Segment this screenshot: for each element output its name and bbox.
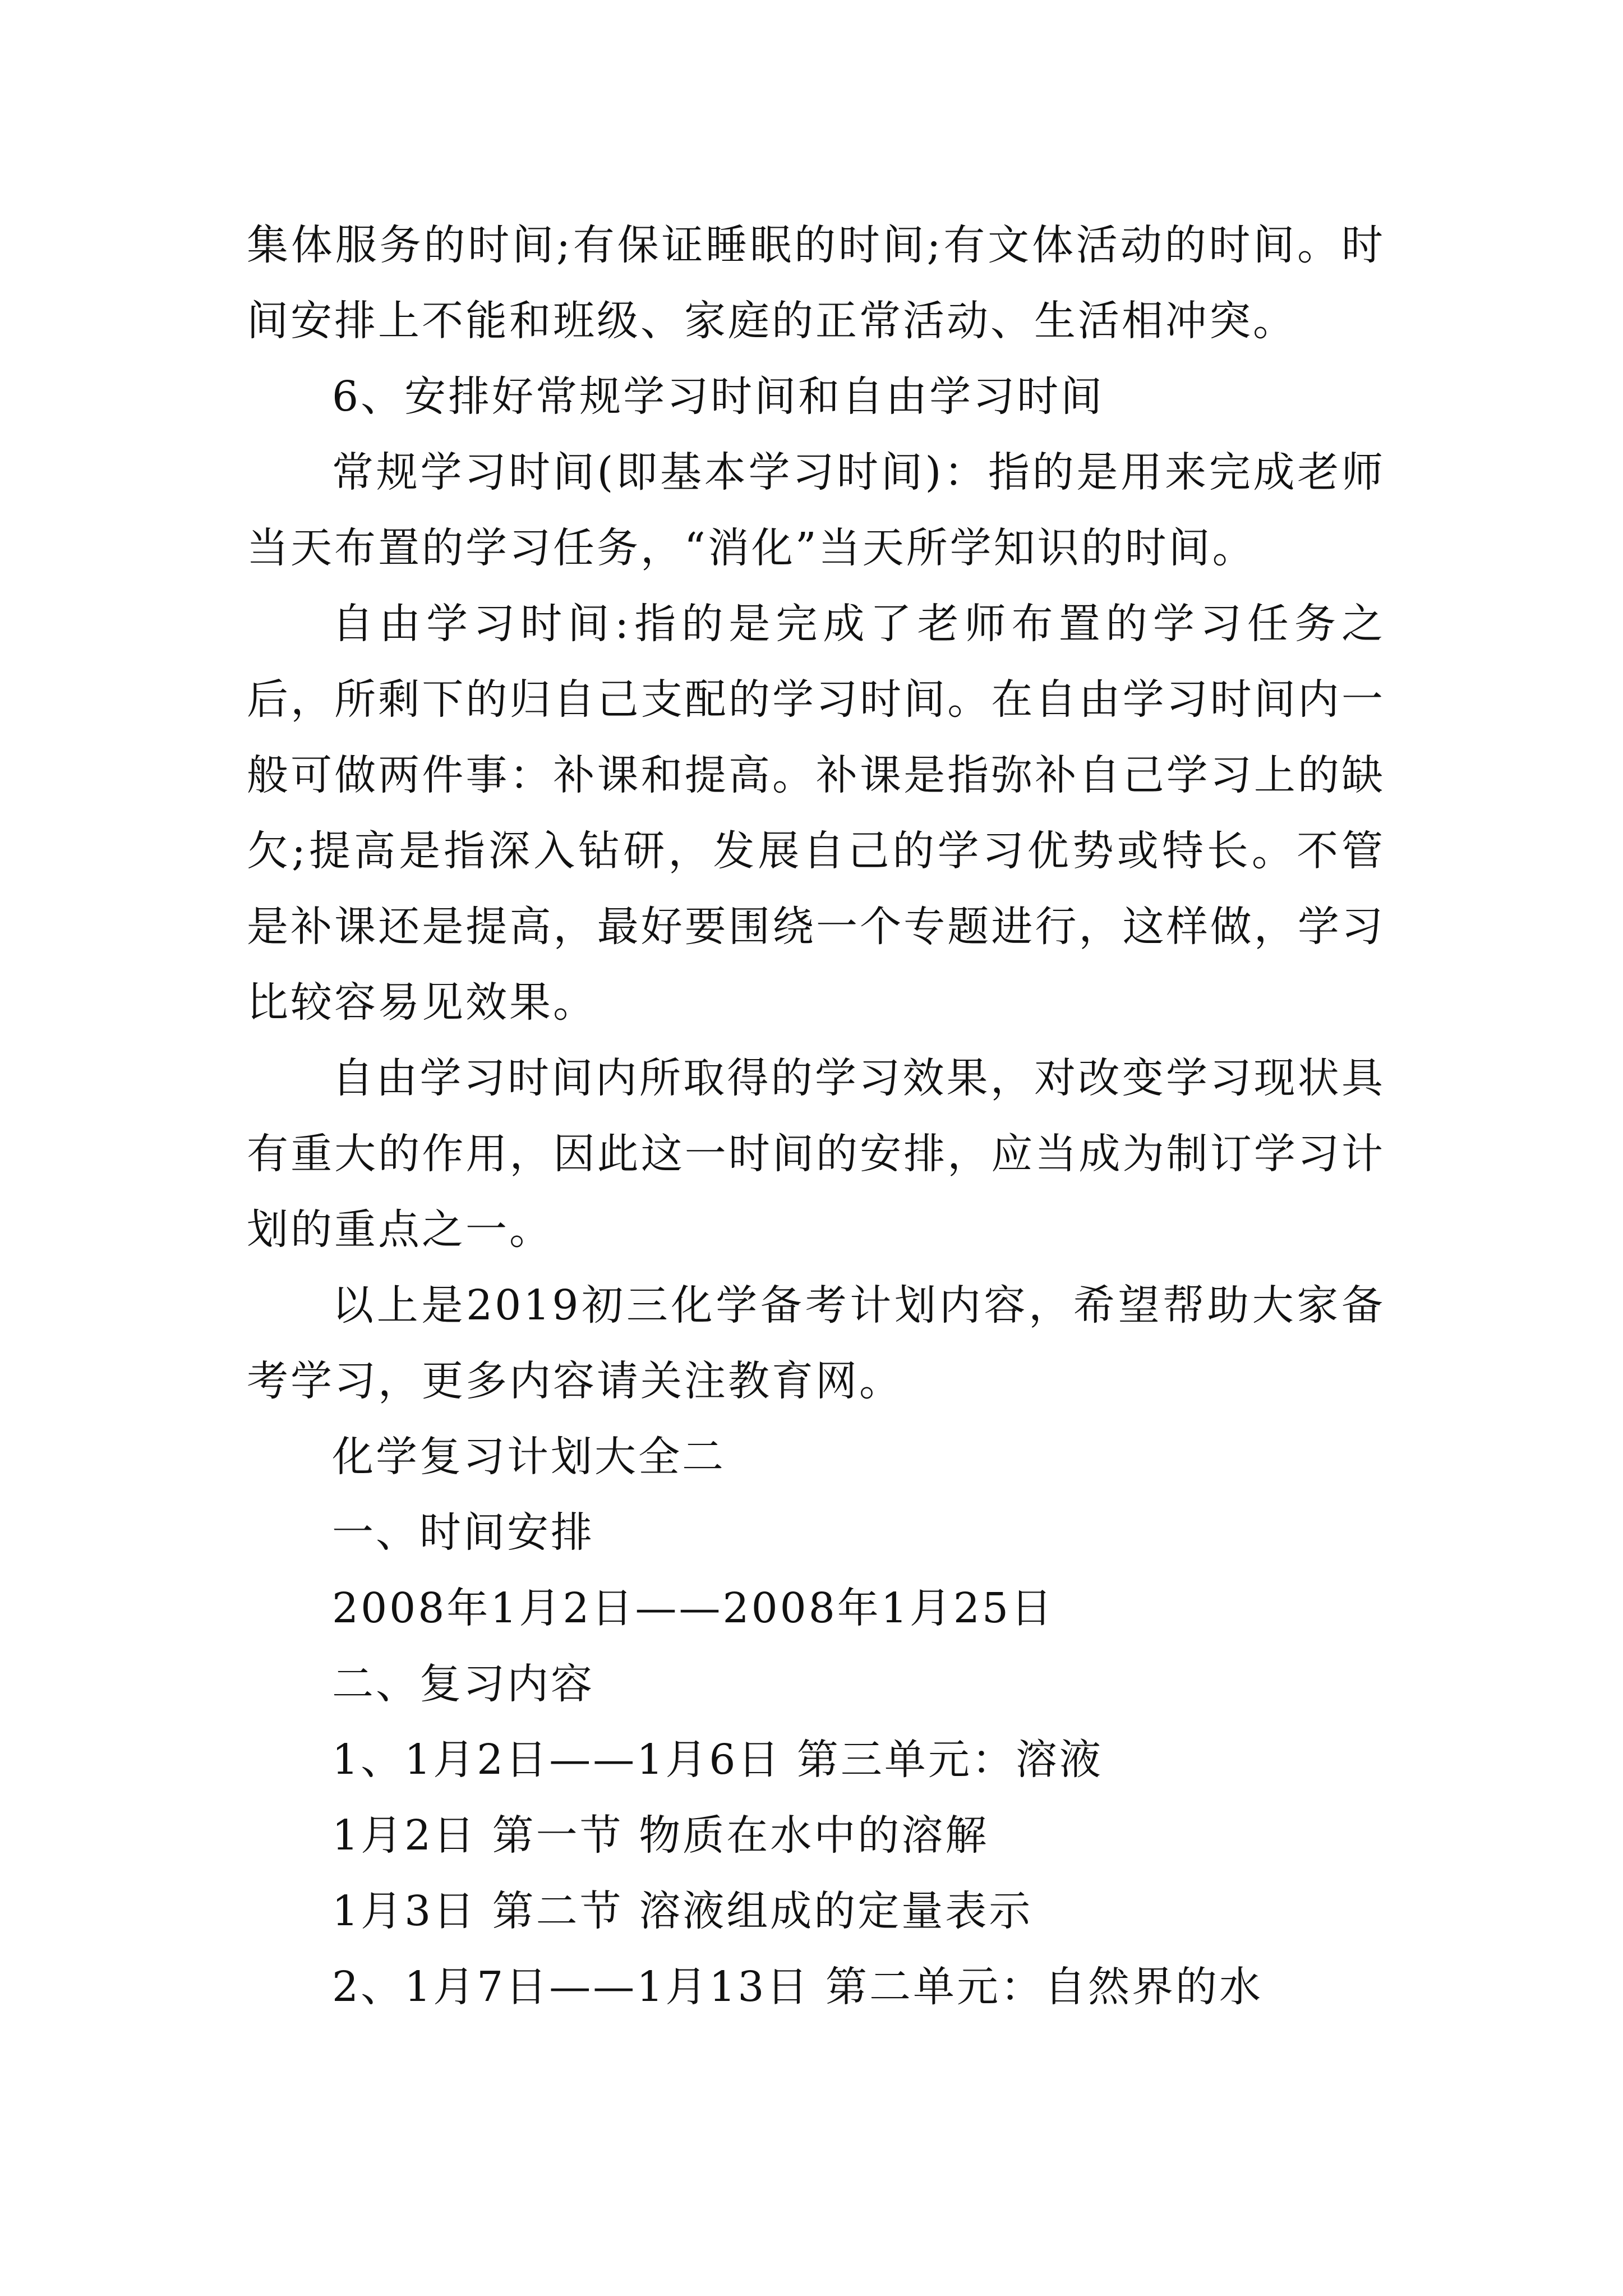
schedule-item-2: 2、1月7日——1月13日 第二单元：自然界的水 (332, 1963, 1264, 2011)
heading-time-arrangement: 一、时间安排 (332, 1508, 594, 1557)
paragraph-free-study-time: 自由学习时间:指的是完成了老师布置的学习任务之后，所剩下的归自己支配的学习时间。在自由学习时间内一般可做两件事：补课和提高。补课是指弥补自己学习上的缺欠;提高是指深入钻研，发展自己的学习优势或特长。不管是补课还是提高，最好要围绕一个专题进行，这样做，学习比较容易见效果。 (247, 600, 1385, 1027)
schedule-subitem-jan2: 1月2日 第一节 物质在水中的溶解 (332, 1811, 989, 1860)
section-heading-6: 6、安排好常规学习时间和自由学习时间 (332, 372, 1105, 421)
schedule-subitem-jan3: 1月3日 第二节 溶液组成的定量表示 (332, 1887, 1033, 1935)
date-range: 2008年1月2日——2008年1月25日 (332, 1584, 1055, 1632)
paragraph-closing-note: 以上是2019初三化学备考计划内容，希望帮助大家备考学习，更多内容请关注教育网。 (247, 1281, 1385, 1405)
section-title-plan-two: 化学复习计划大全二 (332, 1433, 726, 1481)
schedule-item-1: 1、1月2日——1月6日 第三单元：溶液 (332, 1736, 1103, 1784)
heading-review-content: 二、复习内容 (332, 1660, 594, 1708)
paragraph-continuation: 集体服务的时间;有保证睡眠的时间;有文体活动的时间。时间安排上不能和班级、家庭的正常活动、生活相冲突。 (247, 221, 1385, 345)
document-body (247, 208, 1385, 2025)
paragraph-regular-study-time: 常规学习时间(即基本学习时间)：指的是用来完成老师当天布置的学习任务，“消化”当天所学知识的时间。 (247, 448, 1385, 572)
paragraph-free-study-effect: 自由学习时间内所取得的学习效果，对改变学习现状具有重大的作用，因此这一时间的安排，应当成为制订学习计划的重点之一。 (247, 1054, 1385, 1254)
